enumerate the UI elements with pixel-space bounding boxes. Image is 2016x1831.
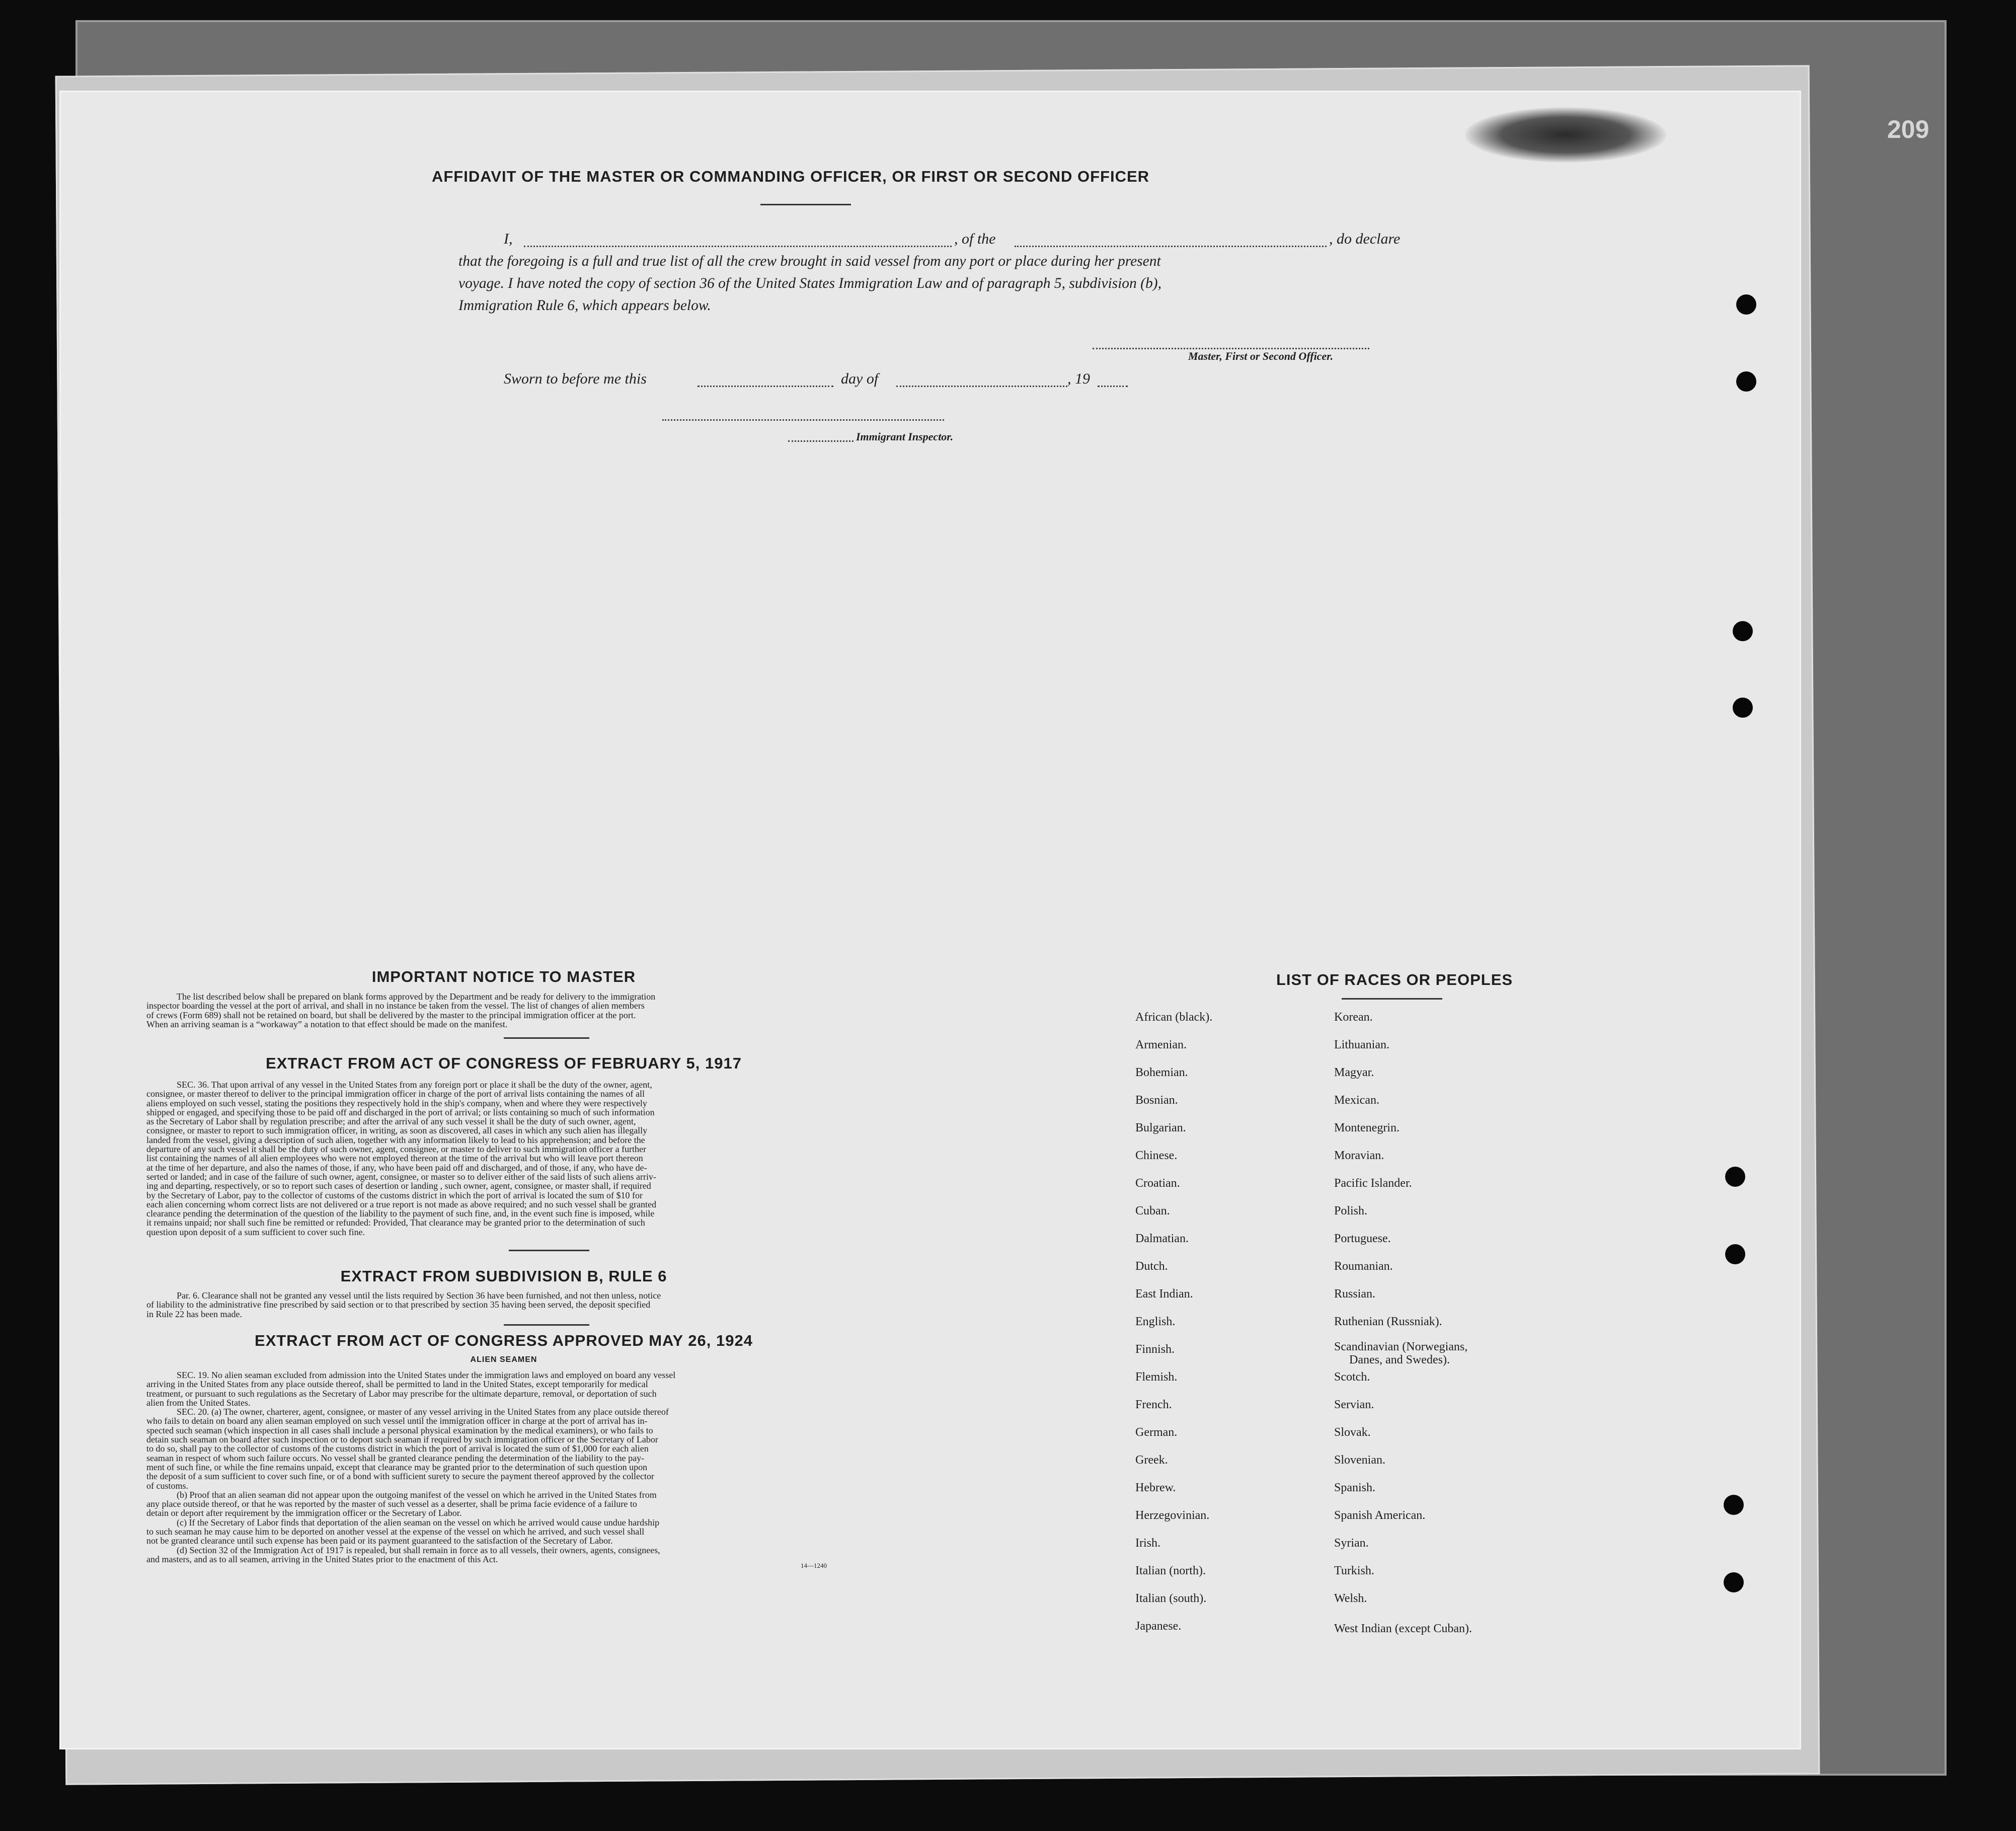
notice-line: The list described below shall be prepared on blank forms approved by the Department and be ready for delivery to the immigration — [177, 991, 656, 1002]
sworn-text: Sworn to before me this — [504, 370, 647, 387]
extract-line: to such seaman he may cause him to be deported on another vessel at the expense of the vessel on which he arrived, and such vessel shall — [146, 1527, 645, 1537]
affidavit-title: AFFIDAVIT OF THE MASTER OR COMMANDING OFFICER, OR FIRST OR SECOND OFFICER — [431, 168, 1150, 185]
sworn-day-line — [697, 386, 833, 387]
race-left: Bohemian. — [1135, 1066, 1188, 1079]
extract-line: (b) Proof that an alien seaman did not appear upon the outgoing manifest of the vessel on which he arrived in the United States from — [177, 1489, 657, 1500]
signature-label: Master, First or Second Officer. — [1188, 350, 1334, 362]
signature-line — [1093, 348, 1369, 349]
binder-hole — [1733, 621, 1753, 641]
race-left: French. — [1135, 1398, 1172, 1411]
extract-line: by the Secretary of Labor, pay to the collector of customs of the customs district in which the port of arrival is located the sum of $10 for — [146, 1190, 643, 1200]
race-left: African (black). — [1135, 1011, 1213, 1024]
extract-line: ing and departing, respectively, or so to report such cases of desertion or landing , such owner, agent, consignee, or master shall, if required — [146, 1181, 651, 1191]
extract-line: ment of such fine, or while the fine remains unpaid, except that clearance may be granted prior to the determination of such question upon — [146, 1462, 648, 1472]
vessel-line — [1015, 246, 1327, 247]
extract-line: it remains unpaid; nor shall such fine be remitted or refunded: Provided, That clearance may be granted prior to the determination of such — [146, 1217, 645, 1228]
race-right: Syrian. — [1334, 1537, 1369, 1550]
extract-line: each alien concerning whom correct lists are not delivered or a true report is not made as above required; and no such vessel shall be granted — [146, 1199, 657, 1209]
extract-line: at the time of her departure, and also the names of those, if any, who have been paid off and discharged, and of those, if any, who have de- — [146, 1162, 647, 1173]
rule6-line: in Rule 22 has been made. — [146, 1309, 242, 1319]
race-left: German. — [1135, 1426, 1178, 1439]
extract-1917-title: EXTRACT FROM ACT OF CONGRESS OF FEBRUARY 5, 1917 — [266, 1054, 742, 1072]
race-left: Armenian. — [1135, 1038, 1187, 1051]
extract-line: aliens employed on such vessel, stating the positions they respectively hold in the ship's company, when and where they were respectively — [146, 1098, 647, 1108]
extract-1917-text — [146, 1080, 947, 1237]
inspector-label: Immigrant Inspector. — [856, 430, 954, 443]
extract-line: the deposit of a sum sufficient to cover such fine, or of a bond with sufficient surety to secure the payment thereof approved by the collector — [146, 1471, 655, 1482]
race-right: Welsh. — [1334, 1592, 1367, 1605]
inspector-prefix-line — [788, 440, 854, 442]
race-left: Herzegovinian. — [1135, 1509, 1210, 1522]
race-left: Croatian. — [1135, 1177, 1180, 1190]
race-right: Korean. — [1334, 1011, 1373, 1024]
extract-line: as the Secretary of Labor shall by regulation prescribe; and after the arrival of any such vessel it shall be the duty of such owner, agent, — [146, 1116, 636, 1127]
race-left: Dutch. — [1135, 1260, 1168, 1273]
race-left: Greek. — [1135, 1454, 1168, 1467]
extract-line: list containing the names of all alien employees who were not employed thereon at the time of the arrival but who will leave port thereon — [146, 1153, 643, 1164]
affidavit-line4: Immigration Rule 6, which appears below. — [458, 297, 711, 314]
extract-line: and masters, and as to all seamen, arriving in the United States prior to the enactment of this Act. — [146, 1554, 498, 1564]
title-rule — [760, 204, 851, 205]
sworn-year: , 19 — [1067, 370, 1090, 387]
extract-line: serted or landed; and in case of the failure of such owner, agent, consignee, or master so to deliver either of the said lists of such aliens arriv- — [146, 1171, 656, 1182]
extract-line: alien from the United States. — [146, 1397, 251, 1408]
affidavit-line3: voyage. I have noted the copy of section 36 of the United States Immigration Law and of paragraph 5, subdivision (b), — [458, 275, 1161, 291]
race-left: English. — [1135, 1315, 1176, 1328]
sworn-month-line — [896, 386, 1067, 387]
race-right: Pacific Islander. — [1334, 1177, 1412, 1190]
notice-line: When an arriving seaman is a “workaway” a notation to that effect should be made on the manifest. — [146, 1019, 508, 1029]
extract-line: clearance pending the determination of the question of the liability to the payment of such fine, and, in the event such fine is imposed, while — [146, 1208, 655, 1219]
affidavit-of-the: , of the — [954, 231, 996, 247]
race-right: Magyar. — [1334, 1066, 1374, 1079]
race-right: Danes, and Swedes). — [1349, 1353, 1450, 1366]
extract-line: who fails to detain on board any alien seaman employed on such vessel until the immigration officer in charge at the port of arrival has in- — [146, 1416, 648, 1426]
rule6-rule — [504, 1324, 589, 1326]
race-right: Slovak. — [1334, 1426, 1371, 1439]
race-right: Mexican. — [1334, 1094, 1379, 1107]
race-left: Italian (north). — [1135, 1564, 1206, 1577]
race-right: Portuguese. — [1334, 1232, 1391, 1245]
extract-line: SEC. 36. That upon arrival of any vessel in the United States from any foreign port or place it shall be the duty of the owner, agent, — [177, 1080, 652, 1090]
affidavit-line2: that the foregoing is a full and true list of all the crew brought in said vessel from any port or place during her present — [458, 253, 1161, 269]
rule6-line: Par. 6. Clearance shall not be granted any vessel until the lists required by Section 36 have been furnished, and not then unless, notice — [177, 1290, 661, 1301]
extract-line: to do so, shall pay to the collector of customs of the customs district in which the port of arrival is located the sum of $1,000 for each alien — [146, 1443, 649, 1454]
name-line — [524, 246, 952, 247]
race-right: Spanish American. — [1334, 1509, 1426, 1522]
affidavit-do-declare: , do declare — [1329, 231, 1401, 247]
extract-line: departure of any such vessel it shall be the duty of such owner, agent, consignee, or master to deliver to such immigration officer a further — [146, 1144, 647, 1155]
race-left: Bulgarian. — [1135, 1121, 1186, 1134]
race-right: Lithuanian. — [1334, 1038, 1389, 1051]
extract-line: detain such seaman on board after such inspection or to deport such seaman if required by such immigration officer or the Secretary of Labor — [146, 1434, 658, 1445]
extract-line: of customs. — [146, 1480, 188, 1491]
extract-line: consignee, or master thereof to deliver to the principal immigration officer in charge of the port of arrival lists containing the names of all — [146, 1089, 645, 1099]
page-number: 209 — [1887, 115, 1929, 143]
notice-rule — [504, 1037, 589, 1039]
race-left: Finnish. — [1135, 1343, 1175, 1356]
extract-line: seaman in respect of whom such failure occurs. No vessel shall be granted clearance pending the determination of the liability to the pay- — [146, 1453, 645, 1463]
extract-line: not be granted clearance until such expense has been paid or its payment guaranteed to the satisfaction of the Secretary of Labor. — [146, 1536, 613, 1546]
race-right: West Indian (except Cuban). — [1334, 1622, 1472, 1635]
sworn-day-of: day of — [841, 370, 879, 387]
races-rule — [1342, 998, 1442, 1000]
notice-text — [146, 992, 947, 1029]
binder-hole — [1725, 1244, 1745, 1264]
rule6-title: EXTRACT FROM SUBDIVISION B, RULE 6 — [340, 1267, 667, 1285]
sworn-year-line — [1098, 386, 1128, 387]
extract-line: SEC. 19. No alien seaman excluded from admission into the United States under the immigration laws and employed on board any vessel — [177, 1370, 676, 1380]
form-number: 14—1240 — [801, 1562, 827, 1569]
race-right: Spanish. — [1334, 1481, 1376, 1494]
race-left: Italian (south). — [1135, 1592, 1207, 1605]
extract-line: any place outside thereof, or that he was reported by the master of such vessel as a deserter, shall be prima facie evidence of a failure to — [146, 1499, 637, 1509]
notice-title: IMPORTANT NOTICE TO MASTER — [371, 968, 636, 985]
race-right: Scandinavian (Norwegians, — [1334, 1340, 1468, 1353]
extract-1924-title: EXTRACT FROM ACT OF CONGRESS APPROVED MAY 26, 1924 — [255, 1332, 753, 1349]
binder-hole — [1725, 1167, 1745, 1187]
binder-hole — [1724, 1572, 1744, 1592]
race-left: Chinese. — [1135, 1149, 1178, 1162]
notice-line: inspector boarding the vessel at the port of arrival, and shall in no instance be taken from the vessel. The list of changes of alien members — [146, 1001, 645, 1011]
extract-line: landed from the vessel, giving a description of such alien, together with any information likely to lead to his apprehension; and before the — [146, 1134, 645, 1145]
race-left: Dalmatian. — [1135, 1232, 1189, 1245]
binder-hole — [1733, 698, 1753, 718]
race-left: Flemish. — [1135, 1370, 1178, 1384]
extract-line: shipped or engaged, and specifying those to be paid off and discharged in the port of arrival; or lists containing so much of such information — [146, 1107, 655, 1117]
race-right: Slovenian. — [1334, 1454, 1385, 1467]
affidavit-i: I, — [504, 231, 513, 247]
race-right: Polish. — [1334, 1204, 1368, 1217]
race-left: Cuban. — [1135, 1204, 1170, 1217]
document-page — [59, 91, 1801, 1749]
race-right: Russian. — [1334, 1287, 1376, 1301]
extract-line: consignee, or master to report to such immigration officer, in writing, as soon as discovered, all cases in which any such alien has illegally — [146, 1125, 648, 1136]
binder-hole — [1736, 371, 1756, 392]
race-right: Servian. — [1334, 1398, 1374, 1411]
extract-line: SEC. 20. (a) The owner, charterer, agent, consignee, or master of any vessel arriving in the United States from any place outside thereof — [177, 1407, 669, 1417]
notice-line: of crews (Form 689) shall not be retained on board, but shall be delivered by the master to the principal immigration officer at the port. — [146, 1010, 636, 1020]
race-left: Hebrew. — [1135, 1481, 1176, 1494]
race-left: Irish. — [1135, 1537, 1160, 1550]
extract-line: question upon deposit of a sum sufficient to cover such fine. — [146, 1227, 365, 1237]
extract-line: arriving in the United States from any place outside thereof, shall be permitted to land in the United States, except temporarily for medical — [146, 1379, 648, 1390]
rule6-text — [146, 1291, 947, 1319]
extract-1917-rule — [509, 1250, 589, 1251]
extract-line: detain or deport after requirement by the immigration officer or the Secretary of Labor. — [146, 1508, 462, 1518]
binder-hole — [1736, 294, 1756, 315]
rule6-line: of liability to the administrative fine prescribed by said section or to that prescribed by section 35 having been served, the deposit specified — [146, 1300, 651, 1310]
binder-hole — [1724, 1495, 1744, 1515]
extract-line: treatment, or pursuant to such regulations as the Secretary of Labor may prescribe for the ultimate departure, removal, or deportation of such — [146, 1388, 657, 1399]
inspector-signature-line — [662, 419, 944, 421]
race-right: Montenegrin. — [1334, 1121, 1400, 1134]
extract-line: (d) Section 32 of the Immigration Act of 1917 is repealed, but shall remain in force as to all vessels, their owners, agents, consignees, — [177, 1545, 660, 1555]
race-left: Bosnian. — [1135, 1094, 1178, 1107]
race-left: East Indian. — [1135, 1287, 1193, 1301]
extract-line: (c) If the Secretary of Labor finds that deportation of the alien seaman on the vessel on which he arrived would cause undue hardship — [177, 1517, 660, 1528]
alien-seamen-subtitle: ALIEN SEAMEN — [470, 1355, 537, 1364]
race-left: Japanese. — [1135, 1620, 1182, 1633]
race-right: Ruthenian (Russniak). — [1334, 1315, 1442, 1328]
race-right: Scotch. — [1334, 1370, 1370, 1384]
extract-1924-text — [146, 1370, 947, 1564]
race-right: Roumanian. — [1334, 1260, 1393, 1273]
race-right: Moravian. — [1334, 1149, 1384, 1162]
ink-stain — [1465, 107, 1666, 163]
extract-line: spected such seaman (which inspection in all cases shall include a personal physical examination by the medical examiners), or who fails to — [146, 1425, 653, 1435]
race-right: Turkish. — [1334, 1564, 1374, 1577]
races-title: LIST OF RACES OR PEOPLES — [1276, 971, 1513, 988]
